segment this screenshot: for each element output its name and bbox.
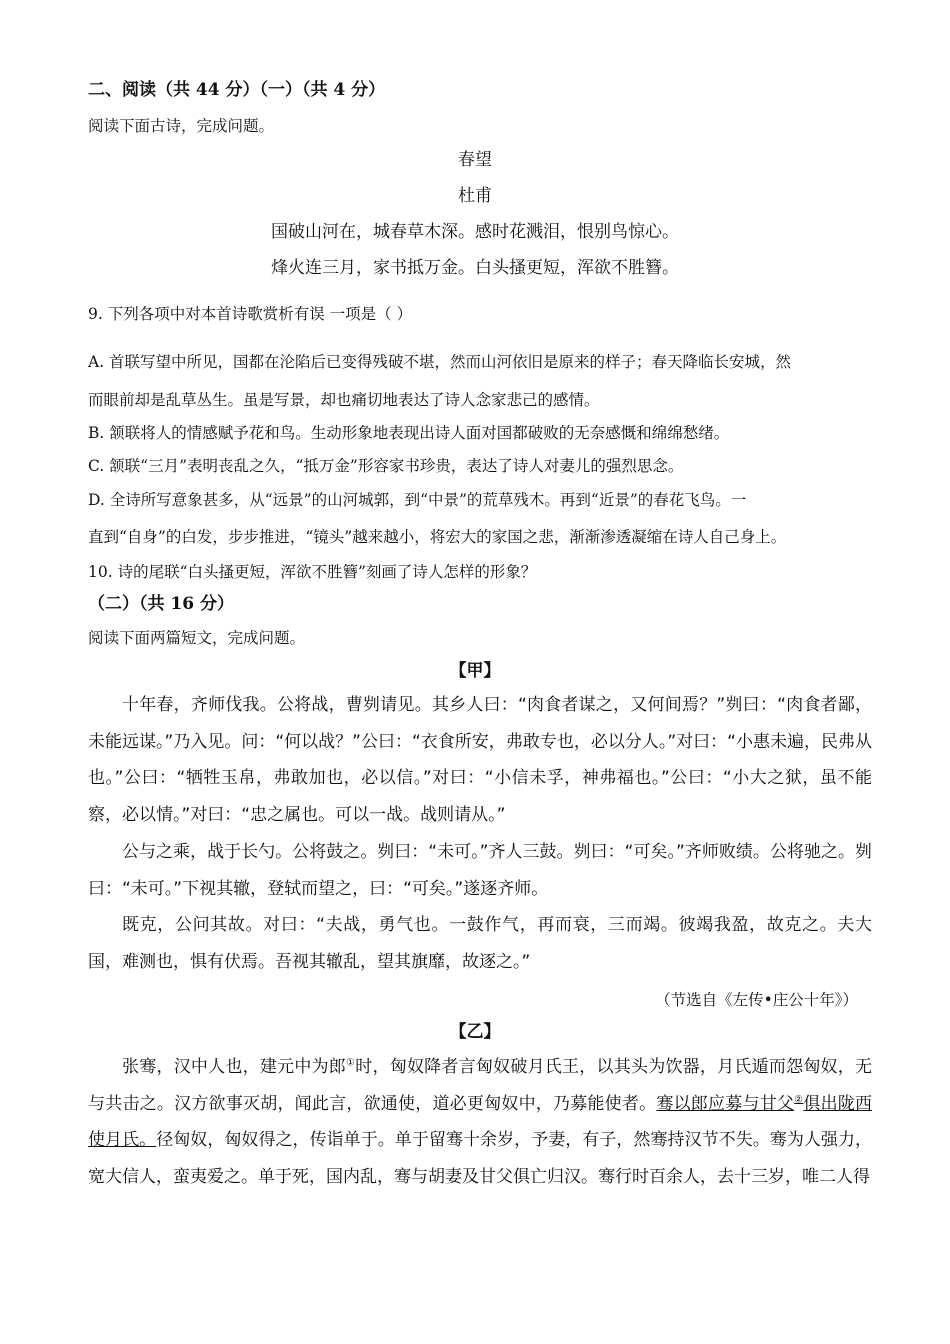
passage-yi-paragraph — [88, 1049, 872, 1195]
underlined-sentence-part-1: 骞以郎应募与甘父 — [656, 1093, 795, 1114]
option-a-line-2: 而眼前却是乱草丛生。虽是写景，却也痛切地表达了诗人念家悲己的感情。 — [88, 391, 600, 409]
section-heading: 二、阅读（共 44 分）（一）（共 4 分） — [88, 80, 386, 100]
yi-text-2: 时，匈奴降者言匈奴破月氏王，以其头为饮器，月氏遁而怨匈奴，无与共击之。汉方欲事灭胡，闻此言，欲通使，道必更匈奴中，乃募能使者。 — [88, 1057, 873, 1114]
footnote-mark-1: ① — [346, 1057, 356, 1069]
option-d-line-1: D. 全诗所写意象甚多，从“远景”的山河城郭，到“中景”的荒草残木。再到“近景”的春花飞鸟。一 — [88, 491, 747, 509]
option-a-line-1: A. 首联写望中所见，国都在沦陷后已变得残破不堪，然而山河依旧是原来的样子；春天降临长安城，然 — [88, 353, 792, 371]
passage-jia-paragraph-3: 既克，公问其故。对曰：“夫战，勇气也。一鼓作气，再而衰，三而竭。彼竭我盈，故克之。夫大国，难测也，惧有伏焉。吾视其辙乱，望其旗靡，故逐之。” — [88, 915, 872, 972]
passage-jia-paragraph-2: 公与之乘，战于长勺。公将鼓之。刿曰：“未可。”齐人三鼓。刿曰：“可矣。”齐师败绩。公将驰之。刿曰：“未可。”下视其辙，登轼而望之，曰：“可矣。”遂逐齐师。 — [88, 842, 872, 899]
passage-jia-paragraph-1: 十年春，齐师伐我。公将战，曹刿请见。其乡人曰：“肉食者谋之，又何间焉？”刿曰：“肉食者鄙，未能远谋。”乃入见。问：“何以战？”公曰：“衣食所安，弗敢专也，必以分人。”对曰：“小惠未遍，民弗从也。”公曰：“牺牲玉帛，弗敢加也，必以信。”对曰：“小信未孚，神弗福也。”公曰：“小大之狱，虽不能察，必以情。”对曰：“忠之属也。可以一战。战则请从。” — [88, 695, 872, 825]
poem-author: 杜甫 — [458, 186, 492, 206]
yi-text-1: 张骞，汉中人也，建元中为郎 — [122, 1057, 347, 1077]
option-c: C. 颔联“三月”表明丧乱之久，“抵万金”形容家书珍贵，表达了诗人对妻儿的强烈思念。 — [88, 457, 684, 475]
poem-title: 春望 — [458, 150, 492, 170]
passage-yi-label: 【乙】 — [449, 1022, 501, 1042]
section-instruction: 阅读下面古诗，完成问题。 — [88, 117, 275, 135]
yi-text-3: 径匈奴，匈奴得之，传诣单于。单于留骞十余岁，予妻，有子，然骞持汉节不失。骞为人强力，宽大信人，蛮夷爱之。单于死，国内乱，骞与胡妻及甘父俱亡归汉。骞行时百余人，去十三岁，唯二人得 — [88, 1130, 873, 1187]
underlined-sentence-part-2: 俱出陇西使月氏。 — [88, 1093, 873, 1151]
poem-line-2: 烽火连三月，家书抵万金。白头搔更短，浑欲不胜簪。 — [271, 258, 679, 278]
part-2-heading: （二）（共 16 分） — [88, 594, 234, 614]
question-9-stem: 9. 下列各项中对本首诗歌赏析有误 一项是（ ） — [88, 305, 413, 323]
option-b: B. 颔联将人的情感赋予花和鸟。生动形象地表现出诗人面对国都破败的无奈感慨和绵绵愁绪。 — [88, 424, 730, 442]
passage-jia-source: （节选自《左传•庄公十年》） — [655, 991, 858, 1009]
option-d-line-2: 直到“自身”的白发，步步推进，“镜头”越来越小，将宏大的家国之悲，渐渐渗透凝缩在诗人自己身上。 — [88, 528, 787, 546]
poem-line-1: 国破山河在，城春草木深。感时花溅泪，恨别鸟惊心。 — [271, 222, 679, 242]
passage-jia-label: 【甲】 — [449, 661, 501, 681]
question-10-stem: 10. 诗的尾联“白头搔更短，浑欲不胜簪”刻画了诗人怎样的形象？ — [88, 563, 537, 581]
part-2-instruction: 阅读下面两篇短文，完成问题。 — [88, 629, 306, 647]
footnote-mark-2: ② — [794, 1093, 804, 1105]
